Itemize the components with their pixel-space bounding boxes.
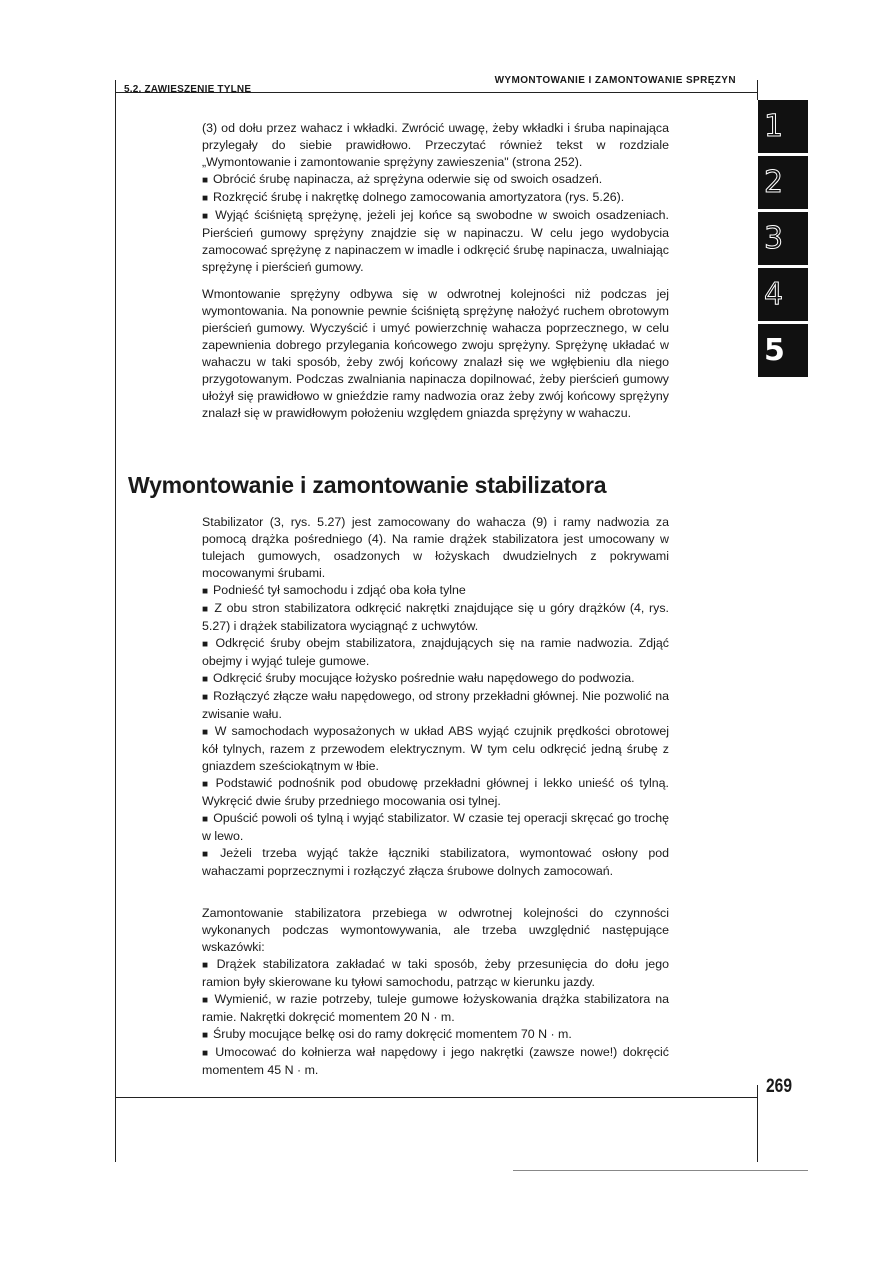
page-number: 269 [766, 1076, 792, 1097]
chapter-tab-3[interactable] [758, 212, 808, 265]
paragraph: Wmontowanie sprężyny odbywa się w odwrotnej kolejności niż podczas jej wymontowania. Na ponownie pewnie ściśniętą sprężynę nałożyć ruchem obrotowym pierścień gumowy. Wyczyścić i umyć powierzchnię wahacza poprzecznego, w celu zapewnienia dobrego przylegania końcowego zwoju sprężyny. Sprężynę układać w wahaczu w taki sposób, żeby zwój końcowy znalazł się we wgłębieniu dla niego przygotowanym. Podczas zwalniania napinacza dopilnować, żeby pierścień gumowy ułożył się prawidłowo w gnieździe ramy nadwozia oraz żeby zwój końcowy sprężyny znalazł się w prawidłowym położeniu względem gniazda sprężyny w wahaczu. [202, 287, 669, 420]
chapter-tab-label: 1 [764, 109, 784, 144]
stabilizer-removal [202, 514, 669, 880]
list-item: ■ Z obu stron stabilizatora odkręcić nakrętki znajdujące się u góry drążków (4, rys. 5.27) i drążek stabilizatora wyciągnąć z uchwytów. [202, 600, 669, 635]
chapter-tab-1[interactable] [758, 100, 808, 153]
list-item: ■ Umocować do kołnierza wał napędowy i jego nakrętki (zawsze nowe!) dokręcić momentem 45 N · m. [202, 1044, 669, 1079]
list-item: ■ Wyjąć ściśniętą sprężynę, jeżeli jej końce są swobodne w swoich osadzeniach. Pierścień gumowy sprężyny znajdzie się w napinaczu. W celu jego wydobycia zamocować sprężynę z napinaczem w imadle i odkręcić śrubę napinacza, uwalniając sprężynę i pierścień gumowy. [202, 207, 669, 276]
section-header: 5.2. ZAWIESZENIE TYLNE [124, 84, 252, 95]
chapter-tabs [758, 100, 808, 380]
list-item: ■ Obrócić śrubę napinacza, aż sprężyna oderwie się od swoich osadzeń. [202, 171, 669, 189]
page-frame-right [757, 80, 758, 100]
footer-rule [115, 1097, 758, 1098]
step-list [202, 171, 669, 276]
chapter-tab-label: 3 [764, 221, 784, 256]
paragraph: (3) od dołu przez wahacz i wkładki. Zwrócić uwagę, żeby wkładki i śruba napinająca przylegały do siebie prawidłowo. Przeczytać również tekst w rozdziale „Wymontowanie i zamontowanie sprężyny zawieszenia" (strona 252). [202, 121, 669, 169]
chapter-header: WYMONTOWANIE I ZAMONTOWANIE SPRĘŻYN [494, 76, 736, 86]
list-item: ■ Opuścić powoli oś tylną i wyjąć stabilizator. W czasie tej operacji skręcać go trochę w lewo. [202, 810, 669, 845]
chapter-tab-label: 4 [764, 277, 784, 312]
spring-removal-steps [202, 120, 669, 276]
footer-rule-short [513, 1170, 808, 1171]
list-item: ■ Jeżeli trzeba wyjąć także łączniki stabilizatora, wymontować osłony pod wahaczami poprzecznymi i rozłączyć złącza śrubowe dolnych zamocowań. [202, 845, 669, 880]
list-item: ■ Śruby mocujące belkę osi do ramy dokręcić momentem 70 N · m. [202, 1026, 669, 1044]
step-list [202, 582, 669, 880]
spring-installation [202, 286, 669, 430]
list-item: ■ Podnieść tył samochodu i zdjąć oba koła tylne [202, 582, 669, 600]
list-item: ■ Odkręcić śruby mocujące łożysko pośrednie wału napędowego do podwozia. [202, 670, 669, 688]
section-heading: Wymontowanie i zamontowanie stabilizatora [128, 472, 607, 498]
list-item: ■ Wymienić, w razie potrzeby, tuleje gumowe łożyskowania drążka stabilizatora na ramie. Nakrętki dokręcić momentem 20 N · m. [202, 991, 669, 1026]
step-list [202, 956, 669, 1079]
list-item: ■ Odkręcić śruby obejm stabilizatora, znajdujących się na ramie nadwozia. Zdjąć obejmy i wyjąć tuleje gumowe. [202, 635, 669, 670]
paragraph: Zamontowanie stabilizatora przebiega w odwrotnej kolejności do czynności wykonanych podczas wymontowywania, ale trzeba uwzględnić następujące wskazówki: [202, 906, 669, 954]
chapter-tab-4[interactable] [758, 268, 808, 321]
stabilizer-installation [202, 905, 669, 1079]
list-item: ■ Podstawić podnośnik pod obudowę przekładni głównej i lekko unieść oś tylną. Wykręcić dwie śruby przedniego mocowania osi tylnej. [202, 775, 669, 810]
chapter-tab-label: 5 [764, 333, 785, 368]
paragraph: Stabilizator (3, rys. 5.27) jest zamocowany do wahacza (9) i ramy nadwozia za pomocą drążka pośredniego (4). Na ramie drążek stabilizatora jest umocowany w tulejach gumowych, osadzonych w łożyskach dwudzielnych z pokrywami mocowanymi śrubami. [202, 515, 669, 580]
list-item: ■ W samochodach wyposażonych w układ ABS wyjąć czujnik prędkości obrotowej kół tylnych, razem z przewodem elektrycznym. W tym celu odkręcić jedną śrubę z gniazdem sześciokątnym w łbie. [202, 723, 669, 775]
page-frame-left [115, 80, 116, 1162]
list-item: ■ Rozłączyć złącze wału napędowego, od strony przekładni głównej. Nie pozwolić na zwisanie wału. [202, 688, 669, 723]
list-item: ■ Rozkręcić śrubę i nakrętkę dolnego zamocowania amortyzatora (rys. 5.26). [202, 189, 669, 207]
list-item: ■ Drążek stabilizatora zakładać w taki sposób, żeby przesunięcia do dołu jego ramion były skierowane ku tyłowi samochodu, patrząc w kierunku jazdy. [202, 956, 669, 991]
chapter-tab-2[interactable] [758, 156, 808, 209]
chapter-tab-label: 2 [764, 165, 784, 200]
chapter-tab-5[interactable] [758, 324, 808, 377]
